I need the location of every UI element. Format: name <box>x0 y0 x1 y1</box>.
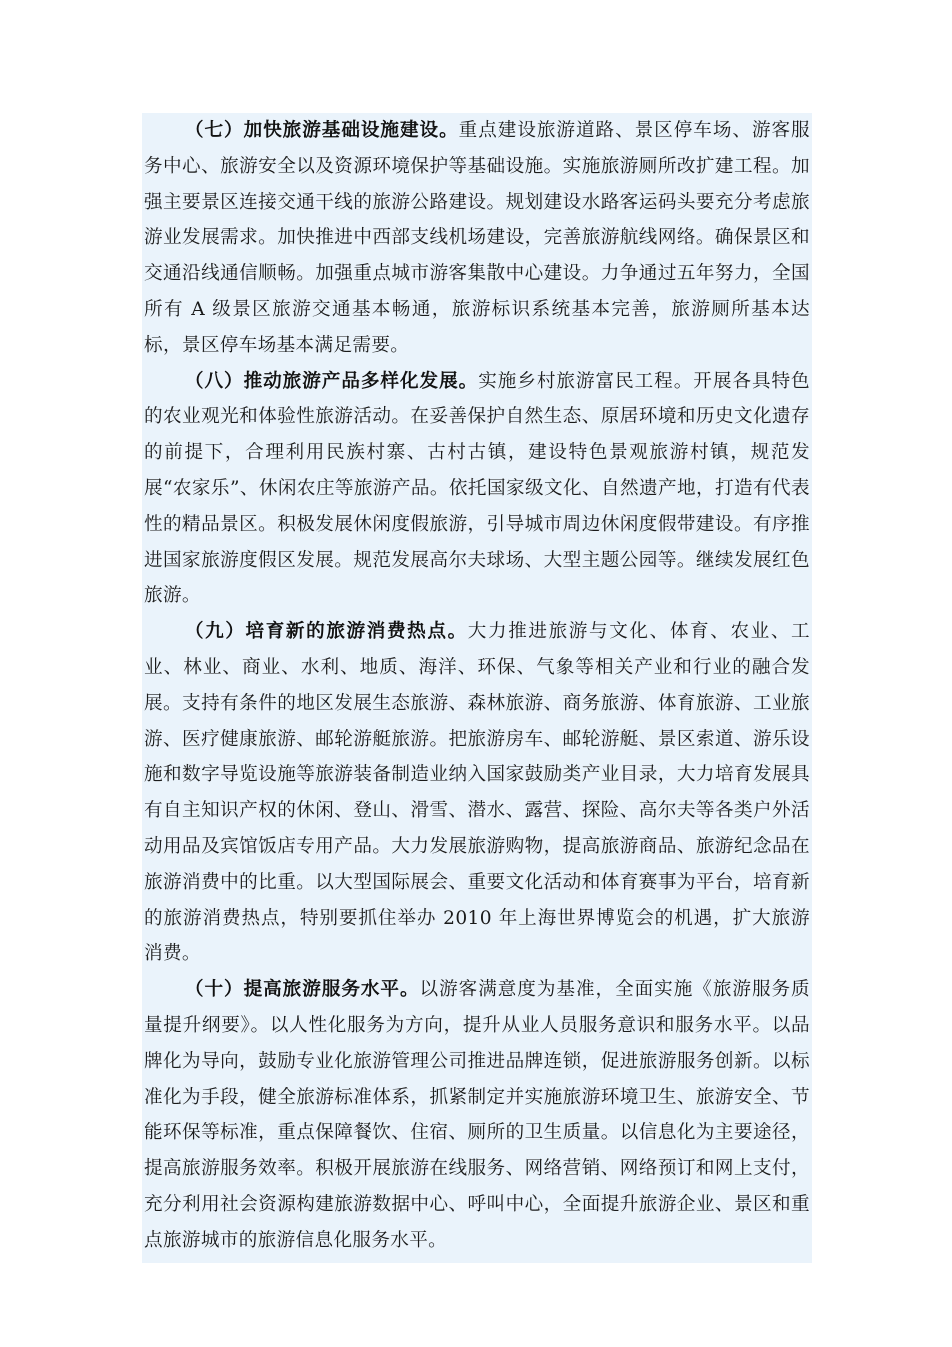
paragraph-10 <box>144 972 810 1258</box>
paragraph-8-body: 实施乡村旅游富民工程。开展各具特色的农业观光和体验性旅游活动。在妥善保护自然生态、原居环境和历史文化遗存的前提下，合理利用民族村寨、古村古镇，建设特色景观旅游村镇，规范发展“农家乐”、休闲农庄等旅游产品。依托国家级文化、自然遗产地，打造有代表性的精品景区。积极发展休闲度假旅游，引导城市周边休闲度假带建设。有序推进国家旅游度假区发展。规范发展高尔夫球场、大型主题公园等。继续发展红色旅游。 <box>144 370 810 607</box>
paragraph-7-body: 重点建设旅游道路、景区停车场、游客服务中心、旅游安全以及资源环境保护等基础设施。实施旅游厕所改扩建工程。加强主要景区连接交通干线的旅游公路建设。规划建设水路客运码头要充分考虑旅游业发展需求。加快推进中西部支线机场建设，完善旅游航线网络。确保景区和交通沿线通信顺畅。加强重点城市游客集散中心建设。力争通过五年努力，全国所有 A 级景区旅游交通基本畅通，旅游标识系统基本完善，旅游厕所基本达标，景区停车场基本满足需要。 <box>144 120 810 356</box>
highlighted-text-block <box>142 113 812 1263</box>
paragraph-8-heading: （八）推动旅游产品多样化发展。 <box>184 370 479 392</box>
paragraph-10-heading: （十）提高旅游服务水平。 <box>184 979 420 1001</box>
paragraph-10-body: 以游客满意度为基准，全面实施《旅游服务质量提升纲要》。以人性化服务为方向，提升从业人员服务意识和服务水平。以品牌化为导向，鼓励专业化旅游管理公司推进品牌连锁，促进旅游服务创新。以标准化为手段，健全旅游标准体系，抓紧制定并实施旅游环境卫生、旅游安全、节能环保等标准，重点保障餐饮、住宿、厕所的卫生质量。以信息化为主要途径，提高旅游服务效率。积极开展旅游在线服务、网络营销、网络预订和网上支付，充分利用社会资源构建旅游数据中心、呼叫中心，全面提升旅游企业、景区和重点旅游城市的旅游信息化服务水平。 <box>144 979 810 1251</box>
paragraph-9-heading: （九）培育新的旅游消费热点。 <box>184 621 468 643</box>
paragraph-7 <box>144 113 810 364</box>
paragraph-7-heading: （七）加快旅游基础设施建设。 <box>184 120 459 141</box>
paragraph-9 <box>144 614 810 972</box>
paragraph-9-body: 大力推进旅游与文化、体育、农业、工业、林业、商业、水利、地质、海洋、环保、气象等相关产业和行业的融合发展。支持有条件的地区发展生态旅游、森林旅游、商务旅游、体育旅游、工业旅游、医疗健康旅游、邮轮游艇旅游。把旅游房车、邮轮游艇、景区索道、游乐设施和数字导览设施等旅游装备制造业纳入国家鼓励类产业目录，大力培育发展具有自主知识产权的休闲、登山、滑雪、潜水、露营、探险、高尔夫等各类户外活动用品及宾馆饭店专用产品。大力发展旅游购物，提高旅游商品、旅游纪念品在旅游消费中的比重。以大型国际展会、重要文化活动和体育赛事为平台，培育新的旅游消费热点，特别要抓住举办 2010 年上海世界博览会的机遇，扩大旅游消费。 <box>144 621 811 965</box>
paragraph-8 <box>144 364 810 615</box>
